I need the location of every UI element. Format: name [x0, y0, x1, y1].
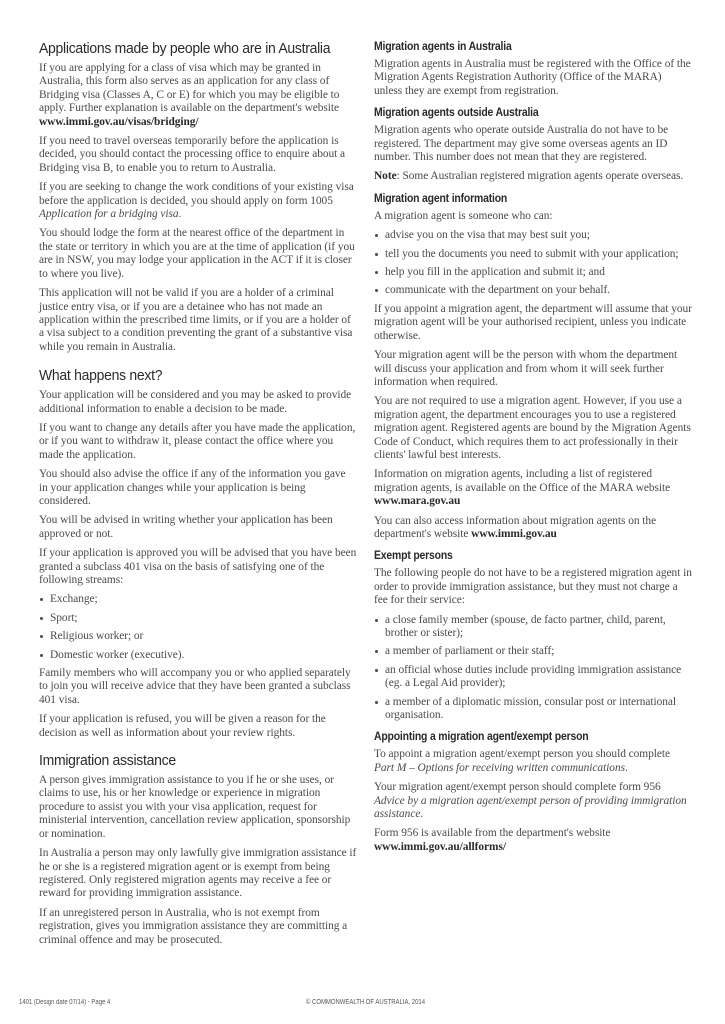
section-heading: What happens next?	[39, 367, 163, 385]
paragraph-text: Information on migration agents, including a list of registered migration agents, is available on the Office of the MARA website	[374, 468, 671, 494]
list-item: a member of parliament or their staff;	[374, 645, 692, 658]
immi-link[interactable]: www.immi.gov.au	[471, 527, 557, 540]
paragraph-text: .	[420, 808, 424, 821]
form-part-title: Part M – Options for receiving written communications	[374, 761, 625, 774]
paragraph: You are not required to use a migration agent. However, if you use a migration agent, the department encourages you to use a registered migration agent. Registered agents are bound by the Migration Agents Code of Conduct, which requires them to act professionally in their clients' lawful best interests.	[374, 395, 691, 461]
paragraph: In Australia a person may only lawfully give immigration assistance if he or she is a registered migration agent or is exempt from being registered. Only registered migration agents may receive a fee or reward for providing immigration assistance.	[39, 847, 357, 900]
section-heading: Immigration assistance	[39, 752, 176, 770]
list-item: an official whose duties include providing immigration assistance (eg. a Legal Aid provider);	[374, 664, 692, 691]
paragraph: A person gives immigration assistance to you if he or she uses, or claims to use, his or her knowledge or experience in migration procedure to assist you with your visa application, request for ministerial intervention, cancellation review application, sponsorship or nomination.	[39, 774, 351, 840]
subsection-heading: Exempt persons	[374, 549, 453, 563]
bridging-visa-link[interactable]: www.immi.gov.au/visas/bridging/	[39, 115, 199, 128]
paragraph: You will be advised in writing whether your application has been approved or not.	[39, 514, 333, 540]
note-label: Note	[374, 170, 397, 183]
paragraph-text: Your migration agent/exempt person should complete form 956	[374, 781, 661, 794]
paragraph-text: .	[178, 208, 182, 221]
paragraph	[374, 515, 692, 542]
right-column	[374, 40, 692, 860]
paragraph-text: If you are applying for a class of visa which may be granted in Australia, this form also serves as an application for any class of Bridging visa (Classes A, C or E) for which you may be eligible to apply. Further explanation is available on the department's website	[39, 62, 340, 115]
left-column	[39, 40, 357, 953]
paragraph	[374, 748, 692, 775]
paragraph	[39, 181, 357, 221]
subsection-heading: Migration agents in Australia	[374, 40, 512, 53]
list-item: Religious worker; or	[39, 630, 357, 643]
paragraph: Migration agents who operate outside Australia do not have to be registered. The department may give some overseas agents an ID number. This number does not mean that they are registered.	[374, 124, 669, 164]
paragraph: You should lodge the form at the nearest office of the department in the state or territory in which you are at the time of application (if you are in NSW, you may lodge your application in the ACT if it is closer to where you live).	[39, 227, 355, 280]
paragraph-text: If you are seeking to change the work conditions of your existing visa before the application is decided, you should apply on form 1005	[39, 181, 354, 207]
paragraph: If you need to travel overseas temporarily before the application is decided, you should contact the processing office to enquire about a Bridging visa B, to enable you to return to Australia.	[39, 135, 346, 174]
section-applications-in-australia	[39, 40, 357, 354]
paragraph	[39, 62, 357, 129]
exempt-persons-list	[374, 614, 692, 723]
list-item: Domestic worker (executive).	[39, 649, 357, 662]
list-item: advise you on the visa that may best suit you;	[374, 229, 692, 242]
list-item: a close family member (spouse, de facto partner, child, parent, brother or sister);	[374, 614, 692, 641]
section-immigration-assistance	[39, 752, 357, 947]
note	[374, 170, 692, 183]
mara-link[interactable]: www.mara.gov.au	[374, 495, 461, 508]
paragraph: You should also advise the office if any of the information you gave in your application changes while your application is being considered.	[39, 468, 346, 507]
allforms-link[interactable]: www.immi.gov.au/allforms/	[374, 840, 506, 853]
paragraph: A migration agent is someone who can:	[374, 209, 553, 222]
list-item: Exchange;	[39, 593, 357, 606]
paragraph: If your application is approved you will be advised that you have been granted a subclass 401 visa on the basis of satisfying one of the following streams:	[39, 547, 357, 586]
list-item: Sport;	[39, 612, 357, 625]
section-heading: Applications made by people who are in Australia	[39, 40, 331, 57]
note-text: : Some Australian registered migration agents operate overseas.	[396, 170, 684, 183]
form-title: Application for a bridging visa	[39, 208, 179, 221]
paragraph: If you want to change any details after you have made the application, or if you want to withdraw it, please contact the office where you made the application.	[39, 421, 356, 461]
list-item: tell you the documents you need to submit with your application;	[374, 248, 692, 261]
footer-form-info: 1401 (Design date 07/14) - Page 4	[19, 999, 111, 1006]
section-exempt-persons	[374, 549, 692, 722]
list-item: help you fill in the application and submit it; and	[374, 266, 692, 279]
paragraph: If an unregistered person in Australia, who is not exempt from registration, gives you immigration assistance they are committing a criminal offence and may be prosecuted.	[39, 906, 348, 946]
paragraph: If you appoint a migration agent, the department will assume that your migration agent will be your authorised recipient, unless you indicate otherwise.	[374, 302, 692, 342]
section-appointing-agent	[374, 730, 692, 854]
paragraph: Your migration agent will be the person with whom the department will discuss your application and from whom it will seek further information when required.	[374, 349, 678, 388]
paragraph	[374, 781, 692, 821]
list-item: a member of a diplomatic mission, consular post or international organisation.	[374, 696, 692, 723]
list-item: communicate with the department on your behalf.	[374, 284, 692, 297]
agent-duties-list	[374, 229, 692, 298]
paragraph: Your application will be considered and you may be asked to provide additional information to enable a decision to be made.	[39, 389, 352, 415]
subsection-heading: Migration agents outside Australia	[374, 106, 539, 120]
paragraph	[374, 827, 692, 854]
paragraph: Migration agents in Australia must be registered with the Office of the Migration Agents Registration Authority (Office of the MARA) unless they are exempt from registration.	[374, 58, 691, 97]
section-migration-agent-information	[374, 192, 692, 542]
section-migration-agents-in-australia	[374, 40, 692, 98]
form-title: Advice by a migration agent/exempt person of providing immigration assistance	[374, 794, 687, 821]
footer-copyright: © COMMONWEALTH OF AUSTRALIA, 2014	[306, 999, 425, 1006]
streams-list	[39, 593, 357, 662]
paragraph-text: To appoint a migration agent/exempt person you should complete	[374, 748, 670, 761]
paragraph: If your application is refused, you will be given a reason for the decision as well as information about your review rights.	[39, 713, 326, 739]
paragraph: This application will not be valid if you are a holder of a criminal justice entry visa, or if you are a detainee who has not made an application within the prescribed time limits, or if you are a holder of a visa subject to a condition preventing the grant of a substantive visa while you remain in Australia.	[39, 287, 353, 353]
paragraph-text: Form 956 is available from the department's website	[374, 827, 611, 840]
paragraph-text: .	[624, 761, 628, 774]
subsection-heading: Migration agent information	[374, 191, 508, 205]
subsection-heading: Appointing a migration agent/exempt person	[374, 730, 589, 744]
paragraph-text: You can also access information about migration agents on the department's website	[374, 514, 657, 540]
paragraph: Family members who will accompany you or who applied separately to join you will receive advice that they have been granted a subclass 401 visa.	[39, 667, 351, 706]
section-what-happens-next	[39, 367, 357, 740]
section-migration-agents-outside-australia	[374, 106, 692, 184]
paragraph	[374, 468, 692, 508]
paragraph: The following people do not have to be a registered migration agent in order to provide immigration assistance, but they must not charge a fee for their service:	[374, 567, 692, 607]
